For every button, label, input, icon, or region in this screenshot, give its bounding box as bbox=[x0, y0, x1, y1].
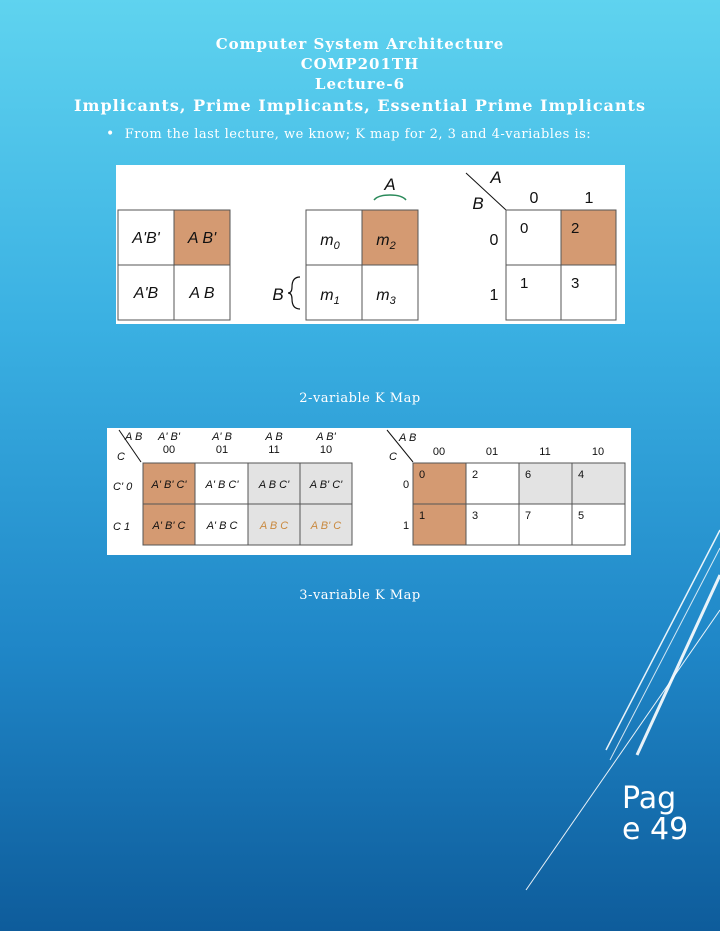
right-row-0: 0 bbox=[403, 479, 410, 491]
brace-left-icon bbox=[288, 277, 300, 309]
right-col-1: 1 bbox=[584, 190, 594, 207]
minterm-m0: $m_0$ bbox=[320, 232, 340, 252]
right-header-c: C bbox=[389, 451, 397, 463]
right-row-0: 0 bbox=[489, 232, 499, 249]
left-cell-000: A' B' C' bbox=[151, 479, 187, 491]
right-row-1: 1 bbox=[489, 287, 499, 304]
three-variable-kmap-figure bbox=[107, 428, 631, 555]
left-row-1: C 1 bbox=[113, 521, 131, 533]
bullet-text: From the last lecture, we know; K map for 2, 3 and 4-variables is: bbox=[124, 127, 592, 142]
bullet-point bbox=[106, 126, 591, 142]
course-title: Computer System Architecture bbox=[215, 35, 505, 53]
page-number-line2: e 49 bbox=[622, 812, 689, 847]
cell-a-b-not: A B' bbox=[187, 230, 217, 247]
left-row-0: C' 0 bbox=[113, 481, 133, 493]
right-cell-3: 3 bbox=[571, 275, 580, 292]
left-header-c: C bbox=[117, 451, 125, 463]
left-cell-100: A B' C' bbox=[309, 479, 343, 491]
course-code: COMP201TH bbox=[300, 55, 420, 73]
left-cell-111: A B C bbox=[259, 520, 289, 532]
page-number bbox=[622, 783, 688, 845]
cell-a-not-b-not: A'B' bbox=[132, 230, 160, 247]
lecture-topic: Implicants, Prime Implicants, Essential Prime Implicants bbox=[74, 96, 646, 115]
right-cell-3: 3 bbox=[472, 510, 479, 522]
right-row-1: 1 bbox=[403, 520, 410, 532]
right-cell-0: 0 bbox=[520, 220, 529, 237]
right-cell-4: 4 bbox=[578, 469, 585, 481]
page-number-line1: Pag bbox=[622, 781, 677, 816]
right-col-0: 0 bbox=[529, 190, 539, 207]
right-cell-0: 0 bbox=[419, 469, 426, 481]
caption-three-variable: 3-variable K Map bbox=[299, 588, 421, 603]
left-cell-010: A' B C' bbox=[205, 479, 239, 491]
left-cell-110: A B C' bbox=[258, 479, 290, 491]
minterm-m3: $m_3$ bbox=[376, 287, 396, 307]
right-col-01: 01 bbox=[485, 446, 499, 458]
right-cell-6: 6 bbox=[525, 469, 532, 481]
left-colvar-1: A' B bbox=[212, 431, 232, 443]
left-colcode-3: 10 bbox=[319, 444, 333, 456]
right-cell-7: 7 bbox=[525, 510, 532, 522]
left-colcode-1: 01 bbox=[215, 444, 229, 456]
right-col-00: 00 bbox=[432, 446, 446, 458]
left-colcode-0: 00 bbox=[162, 444, 176, 456]
left-colcode-2: 11 bbox=[268, 444, 280, 456]
brace-top-icon bbox=[374, 195, 406, 200]
left-colvar-2: A B bbox=[265, 431, 283, 443]
left-header-ab: A B bbox=[125, 431, 143, 443]
mid-var-a: A bbox=[384, 175, 396, 194]
right-col-10: 10 bbox=[591, 446, 605, 458]
cell-a-not-b: A'B bbox=[133, 285, 159, 302]
left-cell-101: A B' C bbox=[310, 520, 342, 532]
slide-header bbox=[0, 34, 720, 116]
right-header-ab: A B bbox=[399, 432, 417, 444]
right-cell-1: 1 bbox=[419, 510, 426, 522]
left-colvar-0: A' B' bbox=[158, 431, 180, 443]
right-cell-5: 5 bbox=[578, 510, 585, 522]
right-cell-2: 2 bbox=[571, 220, 580, 237]
left-colvar-3: A B' bbox=[316, 431, 336, 443]
right-cell-2: 2 bbox=[472, 469, 479, 481]
left-cell-011: A' B C bbox=[206, 520, 238, 532]
right-var-a: A bbox=[490, 168, 502, 187]
bullet-dot-icon: • bbox=[106, 126, 115, 142]
two-variable-kmap-figure bbox=[116, 165, 625, 324]
right-cell-1: 1 bbox=[520, 275, 529, 292]
minterm-m2: $m_2$ bbox=[376, 232, 396, 252]
left-cell-001: A' B' C bbox=[152, 520, 186, 532]
mid-var-b: B bbox=[272, 285, 284, 304]
cell-a-b: A B bbox=[189, 285, 215, 302]
minterm-m1: $m_1$ bbox=[320, 287, 340, 307]
right-col-11: 11 bbox=[539, 446, 551, 458]
right-var-b: B bbox=[472, 194, 484, 213]
caption-two-variable: 2-variable K Map bbox=[299, 391, 421, 406]
lecture-number: Lecture-6 bbox=[314, 75, 406, 93]
